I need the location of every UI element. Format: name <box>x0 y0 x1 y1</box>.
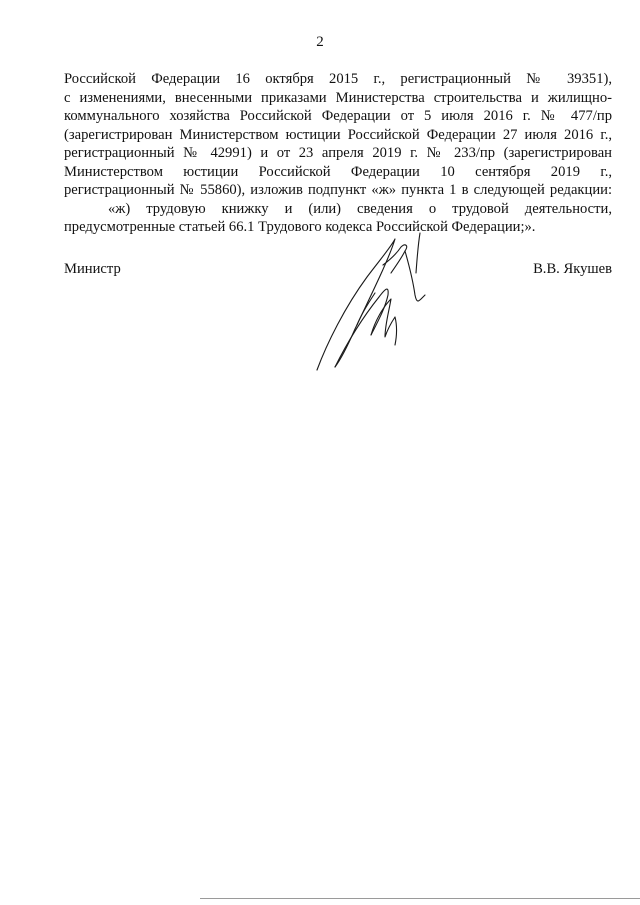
body-line: Российской Федерации 16 октября 2015 г., регистрационный № 39351), <box>64 71 612 87</box>
body-line: «ж) трудовую книжку и (или) сведения о трудовой деятельности, <box>108 200 612 217</box>
body-line: регистрационный № 42991) и от 23 апреля 2019 г. № 233/пр (зарегистрирован <box>64 145 612 161</box>
body-line: с изменениями, внесенными приказами Министерства строительства и жилищно- <box>64 89 612 106</box>
scan-edge-line <box>200 898 640 899</box>
body-line: коммунального хозяйства Российской Федерации от 5 июля 2016 г. № 477/пр <box>64 108 612 124</box>
body-line: предусмотренные статьей 66.1 Трудового кодекса Российской Федерации;». <box>64 219 536 235</box>
signer-title: Министр <box>64 261 121 277</box>
handwritten-signature <box>305 225 440 375</box>
body-line: (зарегистрирован Министерством юстиции Российской Федерации 27 июля 2016 г., <box>64 126 612 143</box>
body-line: регистрационный № 55860), изложив подпункт «ж» пункта 1 в следующей редакции: <box>64 182 612 198</box>
page-number: 2 <box>316 34 324 50</box>
signer-name: В.В. Якушев <box>533 261 612 277</box>
body-line: Министерством юстиции Российской Федерации 10 сентября 2019 г., <box>64 163 612 180</box>
document-body <box>64 70 612 237</box>
